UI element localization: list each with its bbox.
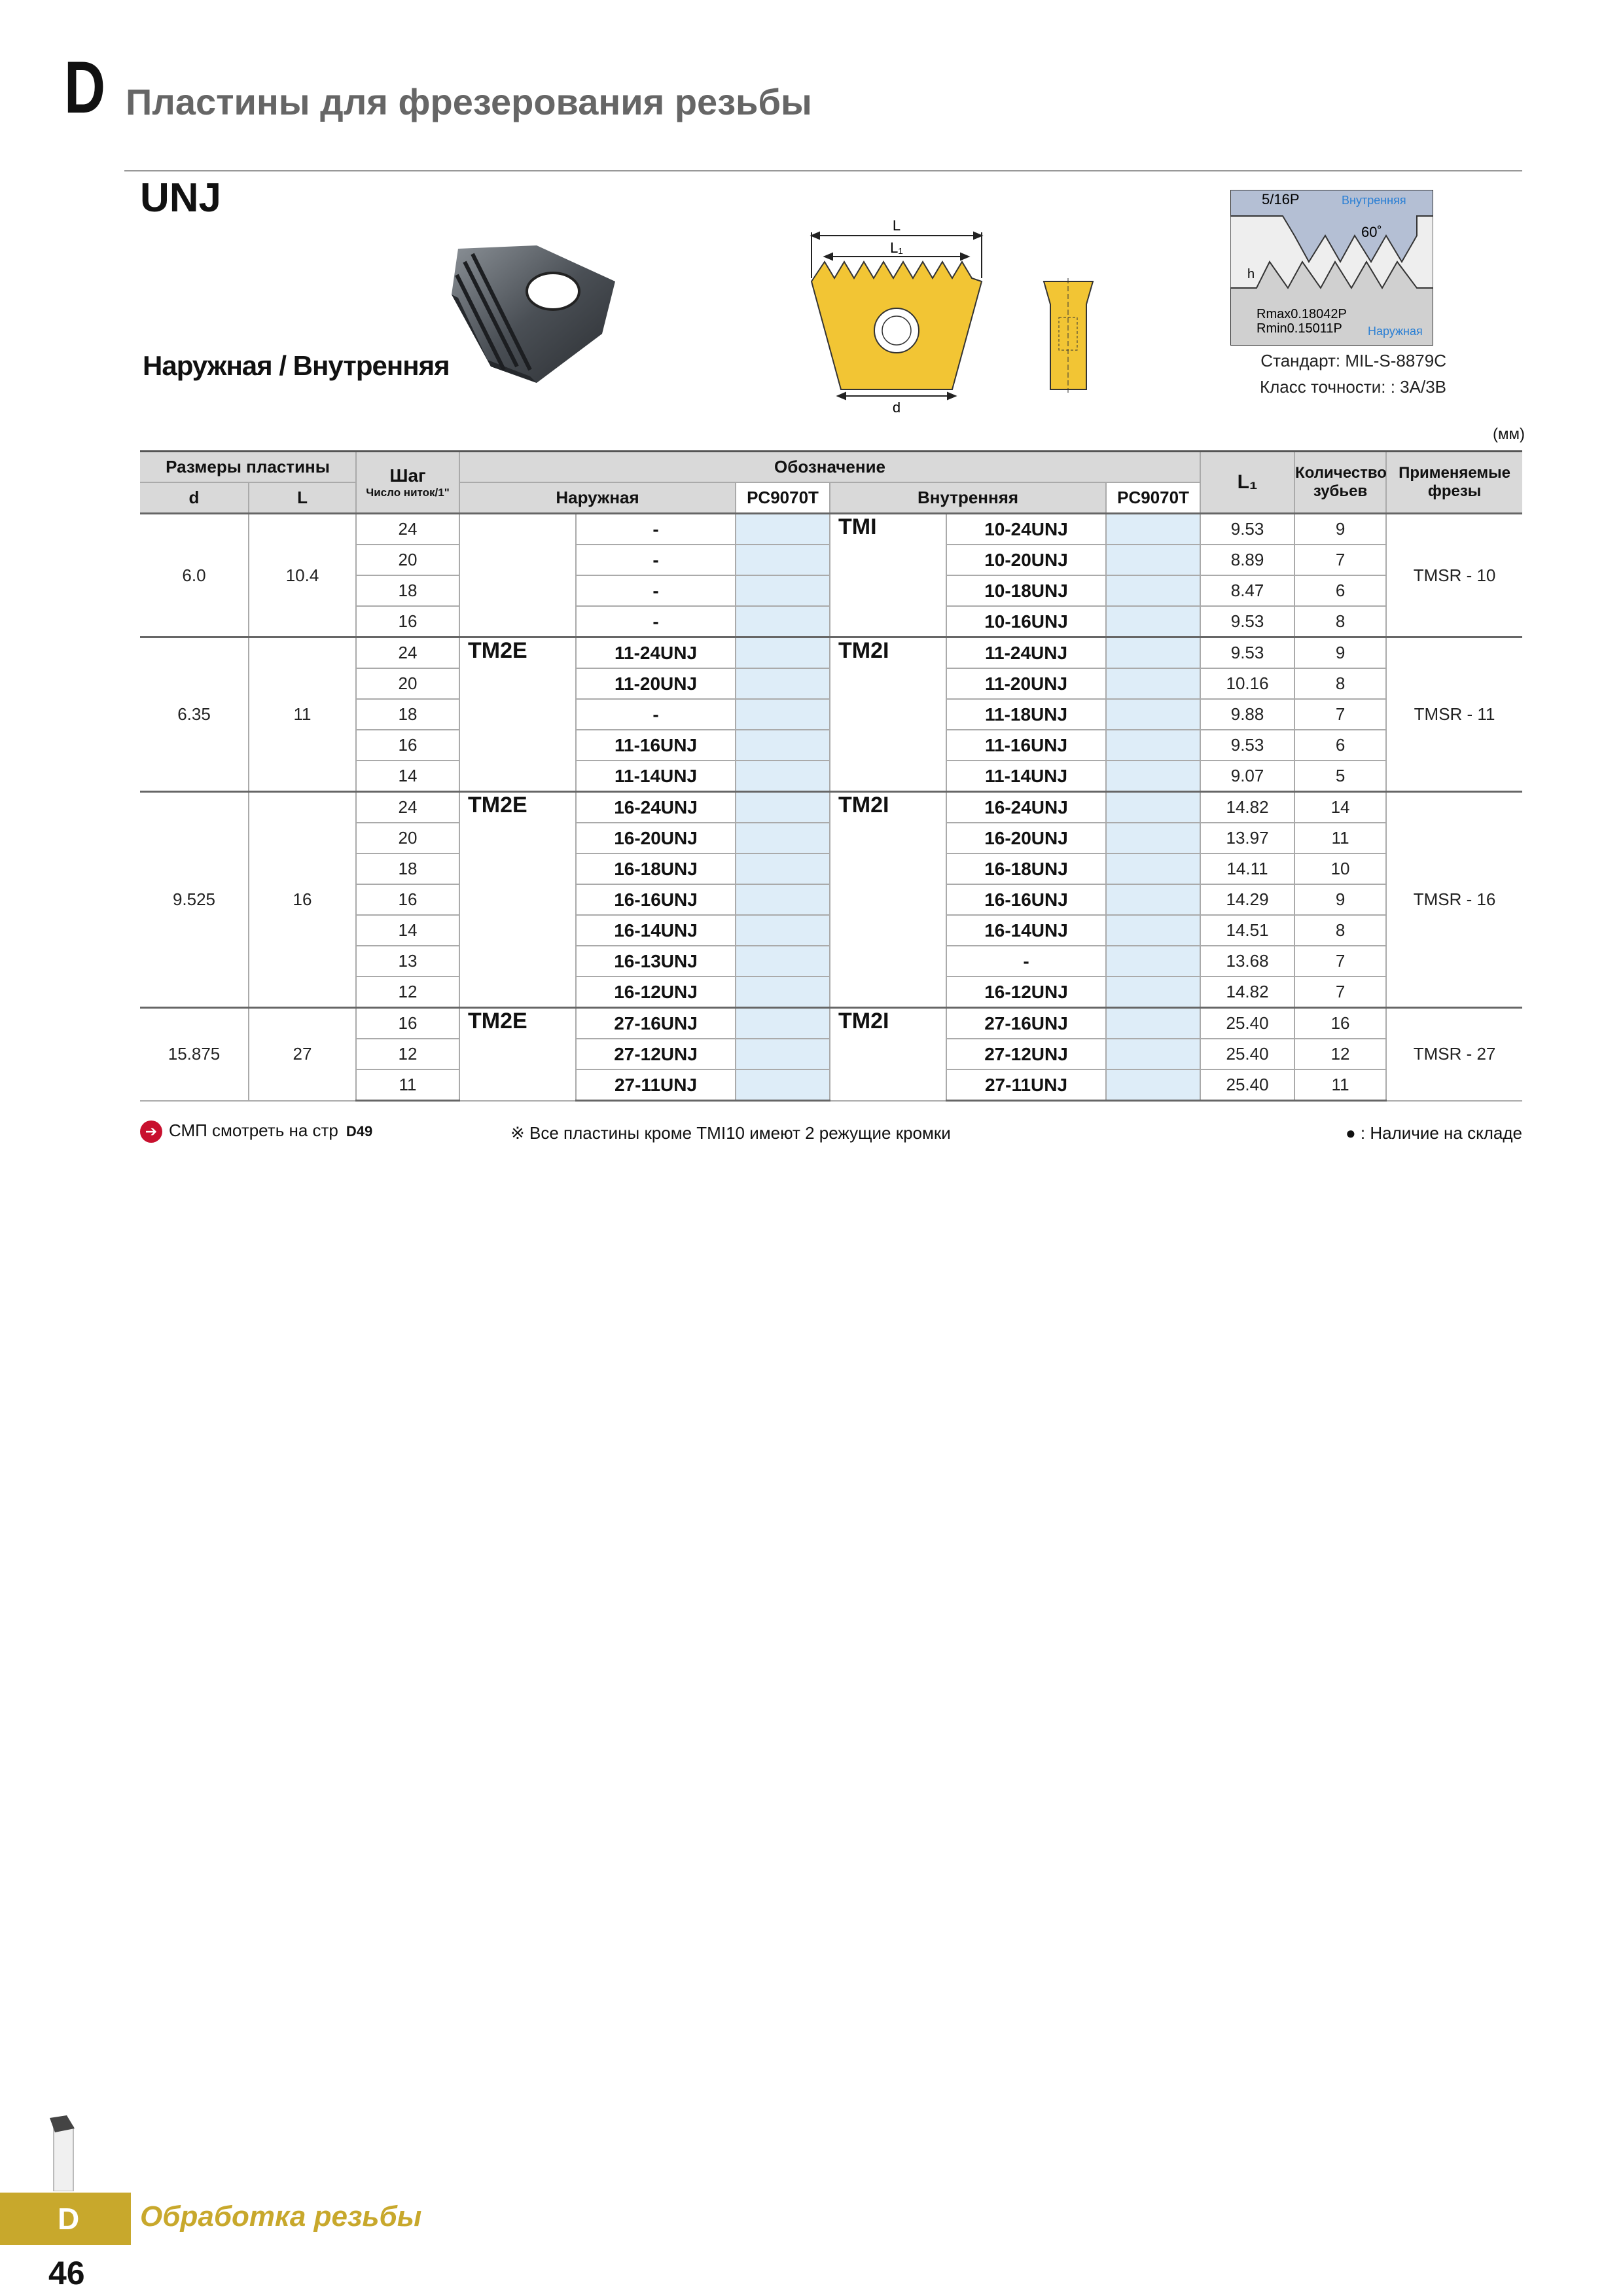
header-grade-external: PC9070T xyxy=(736,482,830,514)
side-tab-text: Обработка резьбы xyxy=(140,2200,422,2233)
cell-ext-code: 27-16UNJ xyxy=(576,1008,736,1039)
header-l1: L₁ xyxy=(1200,452,1294,514)
cell-grade-int xyxy=(1106,977,1200,1008)
cell-l1: 13.68 xyxy=(1200,946,1294,977)
cell-l1: 25.40 xyxy=(1200,1008,1294,1039)
cell-int-code: 16-16UNJ xyxy=(946,884,1106,915)
cell-teeth: 7 xyxy=(1294,977,1386,1008)
page-number: 46 xyxy=(48,2255,85,2291)
footer-note1-text: СМП смотреть на стр xyxy=(169,1121,338,1140)
profile-external-label: Наружная xyxy=(1368,325,1423,338)
cell-int-code: 10-18UNJ xyxy=(946,575,1106,606)
cell-ext-code: 16-16UNJ xyxy=(576,884,736,915)
cell-d: 6.0 xyxy=(140,514,249,637)
cell-grade-ext xyxy=(736,853,830,884)
tool-holder-icon xyxy=(41,2114,86,2191)
cell-int-code: 16-20UNJ xyxy=(946,823,1106,853)
cell-d: 9.525 xyxy=(140,792,249,1008)
cell-teeth: 8 xyxy=(1294,668,1386,699)
cell-pitch: 24 xyxy=(356,792,459,823)
table-row xyxy=(140,792,1522,823)
cell-ext-code: 16-24UNJ xyxy=(576,792,736,823)
cell-grade-ext xyxy=(736,606,830,637)
cell-grade-ext xyxy=(736,761,830,792)
cell-teeth: 9 xyxy=(1294,637,1386,669)
header-pitch-label: Шаг xyxy=(389,465,426,486)
cell-pitch: 24 xyxy=(356,514,459,545)
cell-l1: 9.53 xyxy=(1200,730,1294,761)
cell-pitch: 20 xyxy=(356,823,459,853)
cell-l1: 8.47 xyxy=(1200,575,1294,606)
cell-teeth: 6 xyxy=(1294,730,1386,761)
cell-grade-int xyxy=(1106,884,1200,915)
profile-rmax-label: Rmax0.18042P xyxy=(1257,307,1347,321)
cell-grade-int xyxy=(1106,946,1200,977)
cell-grade-ext xyxy=(736,1008,830,1039)
header-designation: Обозначение xyxy=(459,452,1200,483)
cell-pitch: 16 xyxy=(356,1008,459,1039)
profile-h-label: h xyxy=(1247,267,1255,281)
cell-ext-series: TM2E xyxy=(459,637,576,792)
side-tab-letter: D xyxy=(0,2193,131,2245)
cell-l1: 14.29 xyxy=(1200,884,1294,915)
cell-teeth: 5 xyxy=(1294,761,1386,792)
table-body xyxy=(140,514,1522,1101)
cell-grade-ext xyxy=(736,1069,830,1101)
cell-grade-int xyxy=(1106,699,1200,730)
cell-pitch: 16 xyxy=(356,606,459,637)
dim-L1-label: L₁ xyxy=(890,240,903,256)
cell-l1: 13.97 xyxy=(1200,823,1294,853)
cell-L: 11 xyxy=(249,637,356,792)
cell-grade-ext xyxy=(736,792,830,823)
cell-int-code: 27-16UNJ xyxy=(946,1008,1106,1039)
table-row xyxy=(140,1008,1522,1039)
cell-teeth: 7 xyxy=(1294,545,1386,575)
cell-pitch: 12 xyxy=(356,977,459,1008)
cell-teeth: 14 xyxy=(1294,792,1386,823)
header-cutters: Применяемые фрезы xyxy=(1386,452,1522,514)
cell-L: 27 xyxy=(249,1008,356,1101)
cell-ext-code: - xyxy=(576,514,736,545)
cell-teeth: 9 xyxy=(1294,514,1386,545)
header-pitch xyxy=(356,452,459,514)
cell-grade-ext xyxy=(736,946,830,977)
cell-l1: 8.89 xyxy=(1200,545,1294,575)
footer-note-reference xyxy=(140,1121,372,1143)
cell-l1: 9.53 xyxy=(1200,514,1294,545)
cell-grade-ext xyxy=(736,977,830,1008)
cell-L: 16 xyxy=(249,792,356,1008)
cell-grade-ext xyxy=(736,668,830,699)
cell-ext-code: 16-13UNJ xyxy=(576,946,736,977)
cell-l1: 14.82 xyxy=(1200,977,1294,1008)
cell-int-series: TM2I xyxy=(830,792,946,1008)
cell-grade-int xyxy=(1106,915,1200,946)
cell-l1: 25.40 xyxy=(1200,1039,1294,1069)
cell-grade-ext xyxy=(736,730,830,761)
accuracy-note: Класс точности: : 3A/3B xyxy=(1259,377,1446,397)
units-label: (мм) xyxy=(1493,425,1525,443)
cell-int-code: 10-16UNJ xyxy=(946,606,1106,637)
header-grade-internal: PC9070T xyxy=(1106,482,1200,514)
cell-d: 15.875 xyxy=(140,1008,249,1101)
cell-teeth: 7 xyxy=(1294,946,1386,977)
header-dims: Размеры пластины xyxy=(140,452,356,483)
cell-teeth: 9 xyxy=(1294,884,1386,915)
cell-int-code: 16-24UNJ xyxy=(946,792,1106,823)
page-title: Пластины для фрезерования резьбы xyxy=(126,81,812,122)
cell-ext-code: 16-12UNJ xyxy=(576,977,736,1008)
cell-ext-code: 11-14UNJ xyxy=(576,761,736,792)
cell-pitch: 11 xyxy=(356,1069,459,1101)
cell-ext-code: 11-24UNJ xyxy=(576,637,736,669)
cell-grade-int xyxy=(1106,730,1200,761)
cell-ext-code: 16-18UNJ xyxy=(576,853,736,884)
section-subtitle: Наружная / Внутренняя xyxy=(143,350,450,381)
cell-grade-ext xyxy=(736,823,830,853)
cell-grade-ext xyxy=(736,637,830,669)
cell-l1: 14.11 xyxy=(1200,853,1294,884)
cell-teeth: 7 xyxy=(1294,699,1386,730)
header-divider xyxy=(124,170,1522,171)
cell-grade-ext xyxy=(736,699,830,730)
cell-cutter: TMSR - 10 xyxy=(1386,514,1522,637)
cell-int-code: 16-12UNJ xyxy=(946,977,1106,1008)
cell-int-code: 10-24UNJ xyxy=(946,514,1106,545)
cell-int-code: 11-24UNJ xyxy=(946,637,1106,669)
cell-pitch: 14 xyxy=(356,915,459,946)
cell-teeth: 10 xyxy=(1294,853,1386,884)
cell-teeth: 16 xyxy=(1294,1008,1386,1039)
cell-grade-int xyxy=(1106,514,1200,545)
cell-int-code: 11-14UNJ xyxy=(946,761,1106,792)
header-L: L xyxy=(249,482,356,514)
cell-grade-ext xyxy=(736,514,830,545)
cell-l1: 9.53 xyxy=(1200,637,1294,669)
standard-note: Стандарт: MIL-S-8879C xyxy=(1260,351,1446,370)
cell-teeth: 11 xyxy=(1294,1069,1386,1101)
cell-pitch: 13 xyxy=(356,946,459,977)
dim-L-label: L xyxy=(892,217,901,234)
cell-grade-ext xyxy=(736,575,830,606)
cell-ext-code: - xyxy=(576,606,736,637)
table-row xyxy=(140,514,1522,545)
cell-pitch: 18 xyxy=(356,575,459,606)
cell-ext-series: TM2E xyxy=(459,1008,576,1101)
cell-grade-int xyxy=(1106,853,1200,884)
header-teeth: Количество зубьев xyxy=(1294,452,1386,514)
footer-note-stock: ● : Наличие на складе xyxy=(1345,1123,1522,1143)
cell-pitch: 18 xyxy=(356,699,459,730)
profile-pitch-label: 5/16P xyxy=(1262,191,1300,207)
cell-grade-int xyxy=(1106,823,1200,853)
insert-table xyxy=(140,450,1522,1102)
thread-profile-diagram xyxy=(1230,190,1433,346)
section-title: UNJ xyxy=(140,175,222,221)
cell-grade-int xyxy=(1106,545,1200,575)
cell-l1: 9.88 xyxy=(1200,699,1294,730)
arrow-right-circle-icon: ➔ xyxy=(140,1121,162,1143)
cell-grade-ext xyxy=(736,545,830,575)
header-pitch-sub: Число ниток/1" xyxy=(366,486,450,499)
cell-ext-code: 16-20UNJ xyxy=(576,823,736,853)
cell-l1: 14.51 xyxy=(1200,915,1294,946)
cell-int-series: TM2I xyxy=(830,637,946,792)
header-internal: Внутренняя xyxy=(830,482,1106,514)
table-row xyxy=(140,637,1522,669)
cell-teeth: 8 xyxy=(1294,915,1386,946)
insert-photo xyxy=(438,236,622,386)
cell-int-code: 27-12UNJ xyxy=(946,1039,1106,1069)
cell-grade-int xyxy=(1106,668,1200,699)
cell-cutter: TMSR - 16 xyxy=(1386,792,1522,1008)
cell-l1: 9.53 xyxy=(1200,606,1294,637)
footer-note1-ref[interactable]: D49 xyxy=(346,1123,373,1139)
cell-grade-int xyxy=(1106,606,1200,637)
cell-grade-int xyxy=(1106,792,1200,823)
cell-pitch: 18 xyxy=(356,853,459,884)
dim-d-label: d xyxy=(892,399,901,416)
cell-ext-series: TM2E xyxy=(459,792,576,1008)
chapter-letter: D xyxy=(64,46,106,128)
cell-int-code: 16-14UNJ xyxy=(946,915,1106,946)
cell-pitch: 20 xyxy=(356,668,459,699)
cell-int-code: 16-18UNJ xyxy=(946,853,1106,884)
cell-pitch: 16 xyxy=(356,730,459,761)
cell-cutter: TMSR - 27 xyxy=(1386,1008,1522,1101)
profile-internal-label: Внутренняя xyxy=(1342,194,1406,207)
cell-ext-code: 27-12UNJ xyxy=(576,1039,736,1069)
cell-ext-code: 11-20UNJ xyxy=(576,668,736,699)
cell-L: 10.4 xyxy=(249,514,356,637)
cell-grade-int xyxy=(1106,1069,1200,1101)
cell-grade-ext xyxy=(736,1039,830,1069)
cell-l1: 9.07 xyxy=(1200,761,1294,792)
cell-ext-code: 16-14UNJ xyxy=(576,915,736,946)
cell-pitch: 14 xyxy=(356,761,459,792)
cell-ext-code: 27-11UNJ xyxy=(576,1069,736,1101)
cell-ext-code: 11-16UNJ xyxy=(576,730,736,761)
cell-teeth: 11 xyxy=(1294,823,1386,853)
cell-ext-series xyxy=(459,514,576,637)
cell-l1: 10.16 xyxy=(1200,668,1294,699)
cell-grade-int xyxy=(1106,575,1200,606)
cell-cutter: TMSR - 11 xyxy=(1386,637,1522,792)
cell-l1: 14.82 xyxy=(1200,792,1294,823)
cell-int-code: 11-16UNJ xyxy=(946,730,1106,761)
cell-ext-code: - xyxy=(576,699,736,730)
cell-pitch: 20 xyxy=(356,545,459,575)
cell-int-code: 10-20UNJ xyxy=(946,545,1106,575)
profile-angle-label: 60˚ xyxy=(1361,224,1382,240)
cell-int-code: 11-20UNJ xyxy=(946,668,1106,699)
cell-int-code: - xyxy=(946,946,1106,977)
cell-int-code: 11-18UNJ xyxy=(946,699,1106,730)
cell-grade-int xyxy=(1106,1039,1200,1069)
cell-l1: 25.40 xyxy=(1200,1069,1294,1101)
cell-grade-ext xyxy=(736,884,830,915)
footer-note-edges: ※ Все пластины кроме TMI10 имеют 2 режущие кромки xyxy=(510,1123,951,1143)
cell-grade-int xyxy=(1106,637,1200,669)
cell-int-code: 27-11UNJ xyxy=(946,1069,1106,1101)
cell-pitch: 24 xyxy=(356,637,459,669)
cell-grade-int xyxy=(1106,761,1200,792)
cell-int-series: TMI xyxy=(830,514,946,637)
cell-grade-int xyxy=(1106,1008,1200,1039)
cell-grade-ext xyxy=(736,915,830,946)
header-external: Наружная xyxy=(459,482,736,514)
cell-d: 6.35 xyxy=(140,637,249,792)
cell-ext-code: - xyxy=(576,545,736,575)
cell-teeth: 6 xyxy=(1294,575,1386,606)
cell-teeth: 12 xyxy=(1294,1039,1386,1069)
cell-pitch: 12 xyxy=(356,1039,459,1069)
cell-ext-code: - xyxy=(576,575,736,606)
profile-rmin-label: Rmin0.15011P xyxy=(1257,321,1342,336)
cell-pitch: 16 xyxy=(356,884,459,915)
header-d: d xyxy=(140,482,249,514)
cell-teeth: 8 xyxy=(1294,606,1386,637)
cell-int-series: TM2I xyxy=(830,1008,946,1101)
